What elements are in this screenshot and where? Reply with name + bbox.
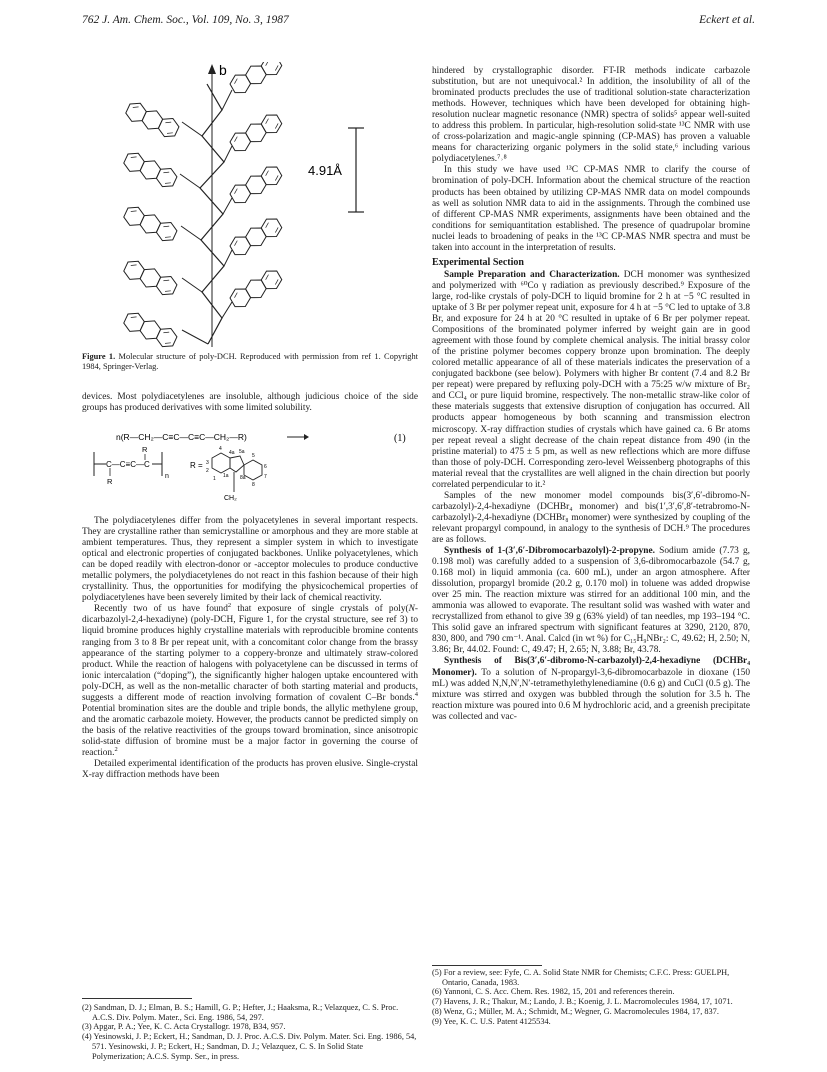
ring-number-4a: 4a (229, 450, 235, 456)
right-paragraph-2: In this study we have used ¹³C CP-MAS NMR to clarify the course of bromination of poly-DCH. Information about the chemical structure of the reaction products has been obtained by utilizing CP-MAS NMR data on model compounds as well as solution NMR data to aid in the assignments. Through the combined use of different CP-MAS NMR experiments, assignments have been obtained and the conditions for semiquantitation established. The presence of quadrupolar bromine nuclei leads to broadening of peaks in the ¹³C CP-MAS NMR spectra and must be taken into account in the interpretation of results. (432, 165, 750, 253)
scheme-polymer (94, 445, 169, 486)
right-footnotes (432, 968, 750, 1026)
ring-number-1a: 1a (223, 473, 229, 479)
r-equals: R = (190, 461, 203, 470)
ring-number-8: 8 (252, 482, 255, 488)
b-axis-label: b (219, 62, 227, 78)
left-paragraph-2: The polydiacetylenes differ from the polyacetylenes in several important respects. They are crystalline rather than semicrystalline or amorphous and they are more stable at ambient temperatures. Thus, they represent a simpler system in which to investigate optical and electronic properties of conjugated backbones. Unlike polyacetylenes, which can be doped readily with electron-donor or -acceptor molecules to produce conductive metallic polymers, the polydiacetylenes do not react in this fashion because of their high crystallinity. Thus, the opportunities for modifying the physicochemical properties of polydiacetylenes have been severely limited by their lack of chemical reactivity. (82, 516, 418, 604)
polymer-n: n (165, 473, 169, 480)
ring-number-5: 5 (252, 453, 255, 459)
left-paragraph-4: Detailed experimental identification of the products has proven elusive. Single-crystal X-ray diffraction methods have been (82, 759, 418, 781)
figure-caption-text: Molecular structure of poly-DCH. Reproduced with permission from ref 1. Copyright 1984, Springer-Verlag. (82, 352, 419, 371)
model-compounds-paragraph: Samples of the new monomer model compounds bis(3′,6′-dibromo-N-carbazolyl)-2,4-hexadiyne (DCHBr₄ monomer) and bis(1′,3′,6′,8′-tetrabromo-N-carbazolyl)-2,4-hexadiyne (DCHBr₈ monomer) were synthesized by coupling of the relevant propargyl compound, in analogy to the synthesis of DCH.⁹ The procedures are as follows. (432, 490, 750, 545)
left-column-intro (82, 392, 418, 414)
svg-text:C—C≡C—C: C—C≡C—C (106, 460, 150, 469)
ring-number-5a: 5a (239, 449, 245, 455)
left-paragraph-3: Recently two of us have found$^2$ that exposure of single crystals of poly(N-dicarbazolyl-2,4-hexadiyne) (poly-DCH, Figure 1, for the crystal structure, see ref 3) to liquid bromine produces highly crystalline materials with reproducible bromine contents ranging from 3 to 8 Br per repeat unit, with a concomitant color change from the brassy appearance of the starting polymer to a coppery-bronze and ultimately straw-colored product. While the reaction of halogens with polyacetylene can be discussed in terms of ionic intercalation (“doping”), the significantly higher halogen uptake encountered with poly-DCH, as well as the non-metallic character of both starting material and products, suggests a different mode of reaction involving formation of covalent C–Br bonds.$^4$ Potential bromination sites are the double and triple bonds, the allylic methylene group, and the aromatic carbazole moiety. However, the products cannot be predicted simply on the basis of the relative reactivities of the groups toward bromination, since anisotropic solid-state diffusion of bromine must be a major factor in governing the course of reaction.$^2$ (82, 602, 419, 758)
ring-number-7: 7 (264, 474, 267, 480)
figure-caption (82, 352, 418, 372)
footnote-2: (2) Sandman, D. J.; Elman, B. S.; Hamill, G. P.; Hefter, J.; Haaksma, R.; Velazquez, C. S. Proc. A.C.S. Div. Polym. Mater., Sci. Eng. 1986, 54, 297. (82, 1003, 399, 1022)
right-column-body (432, 66, 750, 723)
ring-number-6: 6 (264, 464, 267, 470)
equation-number: (1) (394, 433, 406, 444)
right-footnote-rule (432, 965, 542, 966)
left-footnotes (82, 1003, 418, 1061)
footnote-6: (6) Yannoni, C. S. Acc. Chem. Res. 1982, 15, 201 and references therein. (432, 987, 675, 997)
repeat-distance-label: 4.91Å (308, 163, 342, 178)
running-header-right: Eckert et al. (699, 14, 755, 26)
synthesis-propyne-paragraph: Synthesis of 1-(3′,6′-Dibromocarbazolyl)-2-propyne. Sodium amide (7.73 g, 0.198 mol) was carefully added to a suspension of 3,6-dibromocarbazole (54.7 g, 0.168 mol) in liquid ammonia (ca. 600 mL), under an argon atmosphere. After dissolution, propargyl bromide (20.2 g, 0.170 mol) in toluene was added dropwise over 25 min. The reaction mixture was stirred for an additional 100 min, and the ammonia was allowed to evaporate. The resultant solid was washed with water and recrystallized from ethanol to give 39 g (63% yield) of tan needles, mp 193–194 °C. This solid gave an infrared spectrum with significant features at 3290, 2120, 870, 830, 800, and 790 cm⁻¹. Anal. Calcd (in wt %) for C₁₅H₉NBr₂: C, 49.62; H, 2.50; N, 3.86; Br, 44.02. Found: C, 49.47; H, 2.65; N, 3.88; Br, 43.78. (432, 546, 750, 656)
reaction-scheme (82, 430, 418, 508)
synthesis-dchbr4-paragraph: Synthesis of Bis(3′,6′-dibromo-N-carbazolyl)-2,4-hexadiyne (DCHBr₄ Monomer). To a solution of N-propargyl-3,6-dibromocarbazole in dioxane (150 mL) was added N,N,N′,N′-tetramethylethylenediamine (0.6 g) and CuCl (0.5 g). The mixture was stirred and oxygen was bubbled through the solution for 3.5 h. The reaction mixture was poured into 0.6 M hydrochloric acid, and a greenish precipitate was collected and vac- (432, 656, 750, 722)
side-chains (122, 62, 285, 350)
footnote-5: (5) For a review, see: Fyfe, C. A. Solid State NMR for Chemists; C.F.C. Press: GUELPH, Ontario, Canada, 1983. (432, 968, 730, 987)
ring-number-3: 3 (206, 460, 209, 466)
figure-1-structure (82, 62, 418, 352)
polymer-r-bottom: R (107, 477, 113, 486)
ring-number-8a: 8a (240, 475, 246, 481)
right-paragraph-1: hindered by crystallographic disorder. FT-IR methods indicate carbazole substitution, but are not unequivocal.² In addition, the insolubility of all of the brominated products precludes the use of traditional solution-state characterization methods. However, techniques which have been developed for obtaining high-resolution nuclear magnetic resonance (NMR) spectra of solids⁵ appear well-suited to address this problem. In particular, high-resolution solid-state ¹³C NMR with use of cross-polarization and magic-angle spinning (CP-MAS) has proven a valuable means for characterizing organic polymers in the solid state,⁶ including various polydiacetylenes.⁷˒⁸ (432, 66, 750, 165)
polymer-r-top: R (142, 445, 148, 454)
running-header-left: 762 J. Am. Chem. Soc., Vol. 109, No. 3, 1987 (82, 14, 289, 26)
left-column-body (82, 516, 418, 781)
footnote-7: (7) Havens, J. R.; Thakur, M.; Lando, J. B.; Koenig, J. L. Macromolecules 1984, 17, 1071. (432, 997, 733, 1007)
footnote-4: (4) Yesinowski, J. P.; Eckert, H.; Sandman, D. J. Proc. A.C.S. Div. Polym. Mater. Sci. Eng. 1986, 54, 571. Yesinowski, J. P.; Eckert, H.; Sandman, D. J.; Velazquez, C. S. In Solid State Polymerization; A.C.S. Symp. Ser., in press. (82, 1032, 417, 1061)
sample-preparation-paragraph: Sample Preparation and Characterization. DCH monomer was synthesized and polymerized with ⁶⁰Co γ radiation as previously described.⁹ Exposure of the large, rod-like crystals of poly-DCH to liquid bromine for 2 h at −5 °C resulted in uptake of 3 Br per polymer repeat unit, exposure for 4 h at −5 °C led to uptake of 3.8 Br, and exposure for 24 h at 20 °C resulted in uptake of 6 Br per polymer repeat. Compositions of the brominated polymer inferred by weight gain are in good agreement with those found by complete chemical analysis. The initial brassy color of the pristine polymer becomes coppery bronze upon bromination. The deeply colored metallic appearance of all of these materials indicates the preservation of a conjugated backbone (see below). Polymers with higher Br content (7.4 and 8.2 Br per repeat) were prepared by refluxing poly-DCH with a 75:25 w/w mixture of Br₂ and CCl₄ or pure liquid bromine, respectively. The non-metallic straw-like color of these materials suggests that extensive disruption of conjugation has occurred. All products appear homogeneous by both scanning and transmission electron microscopy. X-ray diffraction studies of crystals which have gained ca. 6 Br atoms per repeat reveal a slight decrease of the chain repeat distance from 490 (in the pristine material) to 475 ± 5 pm, as well as new reflections which are more diffuse than those of poly-DCH. Corresponding zero-level Weissenberg photographs of this material reveal that the crystallites are well aligned in the chain direction but poorly correlated perpendicular to it.² (432, 269, 750, 490)
footnote-9: (9) Yee, K. C. U.S. Patent 4125534. (432, 1016, 551, 1026)
footnote-3: (3) Apgar, P. A.; Yee, K. C. Acta Crystallogr. 1978, B34, 957. (82, 1022, 286, 1032)
footnote-8: (8) Wenz, G.; Müller, M. A.; Schmidt, M.; Wegner, G. Macromolecules 1984, 17, 837. (432, 1006, 719, 1016)
ring-number-2: 2 (206, 468, 209, 474)
left-paragraph-1: devices. Most polydiacetylenes are insoluble, although judicious choice of the side groups has produced derivatives with some limited solubility. (82, 392, 418, 414)
figure-caption-label: Figure 1. (82, 352, 116, 361)
scheme-monomer: n(R—CH₂—C≡C—C≡C—CH₂—R) (116, 432, 247, 442)
ring-number-1: 1 (213, 476, 216, 482)
scheme-ch2: CH₂ (224, 495, 237, 502)
b-axis-arrowhead (208, 64, 216, 74)
ring-number-4: 4 (219, 446, 222, 452)
experimental-section-heading: Experimental Section (432, 256, 524, 268)
left-footnote-rule (82, 998, 192, 999)
